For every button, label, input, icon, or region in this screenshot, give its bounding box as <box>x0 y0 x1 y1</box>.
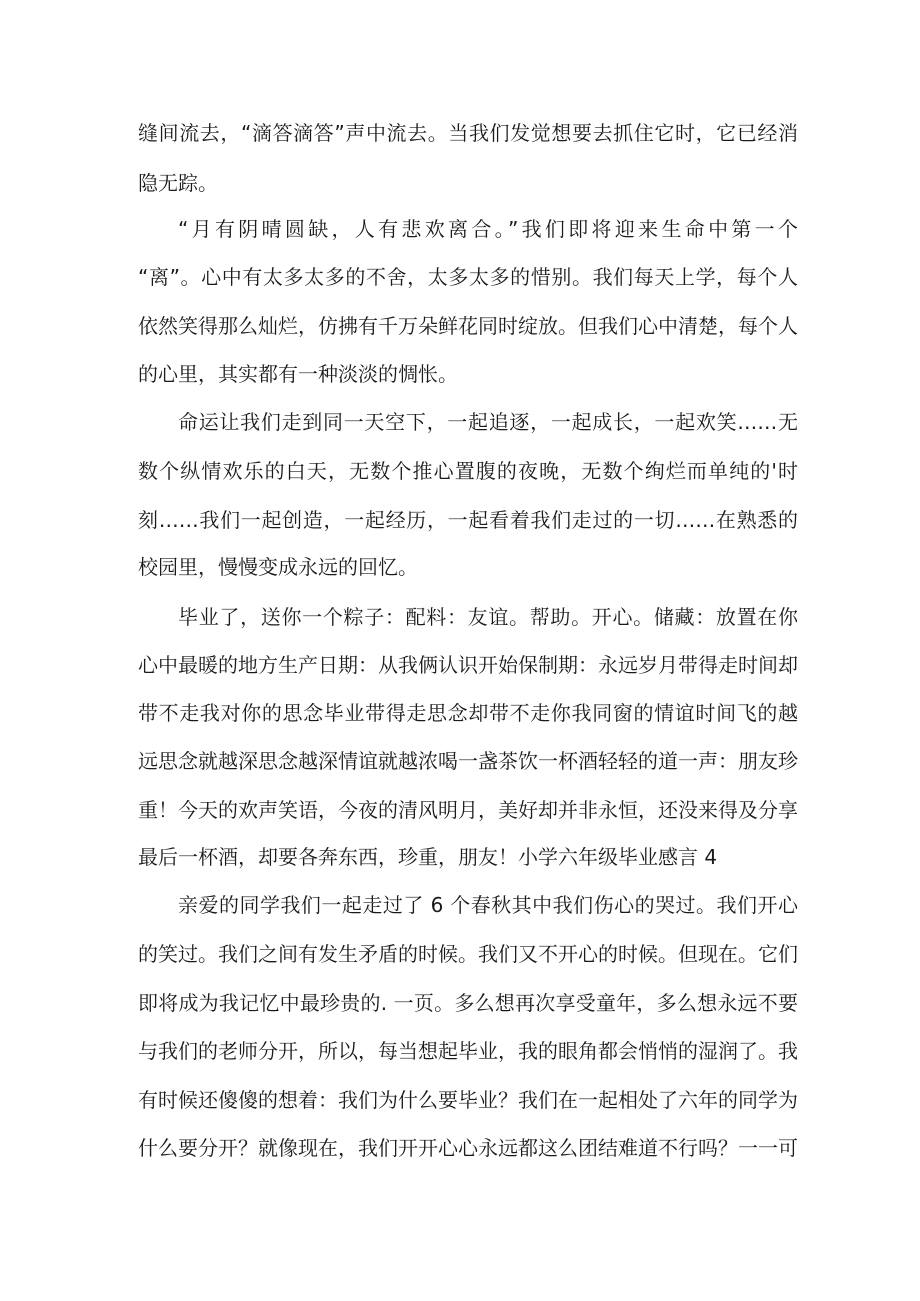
paragraph-3-line-3: 刻……我们一起创造，一起经历，一起看着我们走过的一切……在熟悉的 <box>138 508 798 532</box>
paragraph-5-line-6: 什么要分开？就像现在，我们开开心心永远都这么团结难道不行吗？一一可 <box>138 1136 798 1160</box>
paragraph-5-line-1: 亲爱的同学我们一起走过了 6 个春秋其中我们伤心的哭过。我们开心 <box>178 893 798 917</box>
paragraph-5-line-3: 即将成为我记忆中最珍贵的. 一页。多么想再次享受童年，多么想永远不要 <box>138 991 798 1015</box>
paragraph-4-line-5: 重！今天的欢声笑语，今夜的清风明月，美好却并非永恒，还没来得及分享 <box>138 798 798 822</box>
paragraph-3-line-1: 命运让我们走到同一天空下，一起追逐，一起成长，一起欢笑……无 <box>178 410 798 434</box>
paragraph-2-line-4: 的心里，其实都有一种淡淡的惆怅。 <box>138 362 458 386</box>
paragraph-1-line-1: 缝间流去，“滴答滴答”声中流去。当我们发觉想要去抓住它时，它已经消 <box>138 121 798 145</box>
paragraph-2-line-3: 依然笑得那么灿烂，仿拂有千万朵鲜花同时绽放。但我们心中清楚，每个人 <box>138 314 798 338</box>
paragraph-5-line-2: 的笑过。我们之间有发生矛盾的时候。我们又不开心的时候。但现在。它们 <box>138 942 798 966</box>
paragraph-5-line-5: 有时候还傻傻的想着：我们为什么要毕业？我们在一起相处了六年的同学为 <box>138 1088 798 1112</box>
paragraph-4-line-4: 远思念就越深思念越深情谊就越浓喝一盏茶饮一杯酒轻轻的道一声：朋友珍 <box>138 749 798 773</box>
paragraph-3-line-4: 校园里，慢慢变成永远的回忆。 <box>138 555 418 579</box>
paragraph-4-line-1: 毕业了，送你一个粽子：配料：友谊。帮助。开心。储藏：放置在你 <box>178 605 798 629</box>
paragraph-4-line-6: 最后一杯酒，却要各奔东西，珍重，朋友！小学六年级毕业感言 4 <box>138 845 718 869</box>
paragraph-3-line-2: 数个纵情欢乐的白天，无数个推心置腹的夜晚，无数个绚烂而单纯的'时 <box>138 459 798 483</box>
paragraph-4-line-2: 心中最暖的地方生产日期：从我俩认识开始保制期：永远岁月带得走时间却 <box>138 653 798 677</box>
paragraph-1-line-2: 隐无踪。 <box>138 171 218 195</box>
paragraph-2-line-1: “月有阴晴圆缺，人有悲欢离合。”我们即将迎来生命中第一个 <box>178 217 798 241</box>
paragraph-2-line-2: “离”。心中有太多太多的不舍，太多太多的惜别。我们每天上学，每个人 <box>138 265 798 289</box>
paragraph-4-line-3: 带不走我对你的思念毕业带得走思念却带不走你我同窗的情谊时间飞的越 <box>138 701 798 725</box>
paragraph-5-line-4: 与我们的老师分开，所以，每当想起毕业，我的眼角都会悄悄的湿润了。我 <box>138 1039 798 1063</box>
